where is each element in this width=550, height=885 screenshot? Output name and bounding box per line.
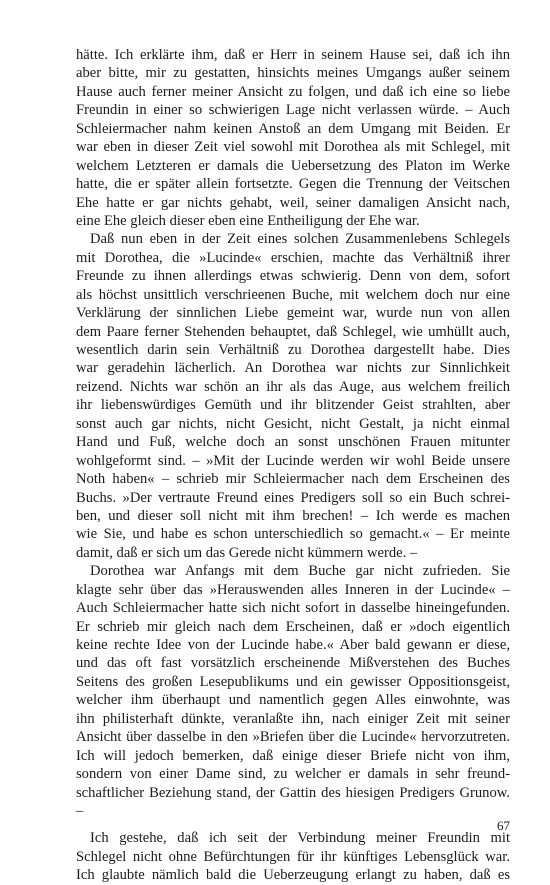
text-line: Ich gestehe, daß ich seit der Verbindung meiner Freundin mit [90, 830, 510, 847]
text-line: ihr liebenswürdiges Gemüth und ihr blitzender Geist strahlten, aber [76, 397, 510, 414]
paragraph [76, 46, 510, 230]
text-line: Schlegel nicht ohne Befürchtungen für ihr künftiges Lebensglück war. [76, 848, 510, 865]
book-page [76, 46, 510, 885]
text-line: wohlgeformt sind. – »Mit der Lucinde werden wir wohl Beide unsere [76, 452, 510, 469]
text-line: sonst auch gar nichts, nicht Gesicht, nicht Gestalt, ja nicht einmal [76, 415, 510, 432]
text-line: dem Paare ferner Stehenden behauptet, daß Schlegel, wie umhüllt auch, [76, 323, 510, 340]
text-line: Daß nun eben in der Zeit eines solchen Zusammenlebens Schlegels [90, 231, 510, 248]
text-line: wie Sie, und habe es schon unterschiedlich so gemacht.« – Er meinte [76, 526, 510, 543]
text-line: welcher ihm überhaupt und namentlich gegen Alles einwohnte, was [76, 692, 510, 709]
text-line: Auch Schleiermacher hatte sich nicht sofort in dasselbe hineingefunden. [76, 600, 510, 617]
text-line: Hause auch ferner meiner Ansicht zu folgen, und daß ich eine so liebe [76, 83, 510, 100]
text-line: Seitens des großen Lesepublikums und ein gewisser Oppositionsgeist, [76, 673, 510, 690]
text-line: Ansicht über dasselbe in den »Briefen über die Lucinde« hervorzutreten. [76, 729, 510, 746]
text-line: Freunde zu ihnen allerdings etwas schwierig. Denn von dem, sofort [76, 268, 510, 285]
text-line: hätte. Ich erklärte ihm, daß er Herr in seinem Hause sei, daß ich ihn [76, 47, 510, 63]
paragraph [76, 562, 510, 820]
text-line: ben, und dieser soll nicht mit ihm brechen! – Ich werde es machen [76, 507, 510, 524]
text-line: Freundin in einer so schwierigen Lage nicht verlassen würde. – Auch [76, 102, 510, 119]
text-line: Dorothea war Anfangs mit dem Buche gar nicht zufrieden. Sie [90, 563, 510, 580]
text-line: keine rechte Idee von der Lucinde habe.« Aber bald gewann er diese, [76, 637, 510, 653]
text-line: Ich will jedoch bemerken, daß einige dieser Briefe nicht von ihm, [76, 747, 510, 764]
text-line: eine Ehe gleich dieser eben eine Entheiligung der Ehe war. [76, 212, 420, 229]
text-line: aber bitte, mir zu gestatten, hinsichts meines Umgangs außer seinem [76, 65, 510, 82]
text-line: Schleiermacher nahm keinen Anstoß an dem Umgang mit Beiden. Er [76, 120, 510, 137]
text-line: Er schrieb mir gleich nach dem Erscheinen, daß er »doch eigentlich [76, 618, 510, 635]
text-line: Noth haben« – schrieb mir Schleiermacher nach dem Erscheinen des [76, 471, 510, 488]
text-line: – [76, 802, 84, 819]
text-line: reizend. Nichts war schön an ihr als das Auge, aus welchem freilich [76, 378, 510, 395]
paragraph [76, 230, 510, 562]
text-line: und das oft fast vorsätzlich erscheinende Mißverstehen des Buches [76, 655, 510, 672]
text-line: damit, daß er sich um das Gerede nicht kümmern werde. – [76, 544, 418, 561]
text-line: welchem Letzteren er damals die Uebersetzung des Platon im Werke [76, 157, 510, 174]
text-line: hatte, die er später allein fortsetzte. Gegen die Trennung der Veitschen [76, 176, 510, 193]
text-line: Buchs. »Der vertraute Freund eines Predigers soll so ein Buch schrei- [76, 489, 510, 506]
text-line: wesentlich darin sein Verhältniß zu Dorothea dargestellt habe. Dies [76, 342, 510, 358]
paragraph [76, 829, 510, 884]
text-line: Ehe hatte er gar nichts gehabt, weil, seiner damaligen Ansicht nach, [76, 194, 510, 211]
text-line: klagte sehr über das »Herauswenden alles Inneren in der Lucinde« – [76, 581, 510, 598]
text-line: mit Dorothea, die »Lucinde« erschien, machte das Verhältniß ihrer [76, 249, 510, 266]
text-line: Hand und Fuß, welche doch an sonst unschönen Frauen mitunter [76, 434, 510, 451]
text-line: war eben in dieser Zeit viel sowohl mit Dorothea als mit Schlegel, mit [76, 139, 510, 156]
text-line: sondern von einer Dame sind, zu welcher er damals in sehr freund- [76, 766, 510, 783]
text-line: als höchst unsittlich verschrieenen Buche, mit welchem doch nur eine [76, 286, 510, 303]
text-line: Verklärung der sinnlichen Liebe gemeint war, wurde nun von allen [76, 305, 510, 322]
page-number: 67 [497, 818, 510, 833]
text-line: Ich glaubte nämlich bald die Ueberzeugung erlangt zu haben, daß es [76, 867, 510, 884]
text-line: schaftlicher Beziehung stand, der Gattin des hiesigen Predigers Grunow. [76, 784, 510, 801]
text-line: war geradehin lächerlich. An Dorothea war nichts zur Sinnlichkeit [76, 360, 510, 377]
text-line: ihn philisterhaft dünkte, veranlaßte ihn, nach einiger Zeit mit seiner [76, 710, 510, 727]
